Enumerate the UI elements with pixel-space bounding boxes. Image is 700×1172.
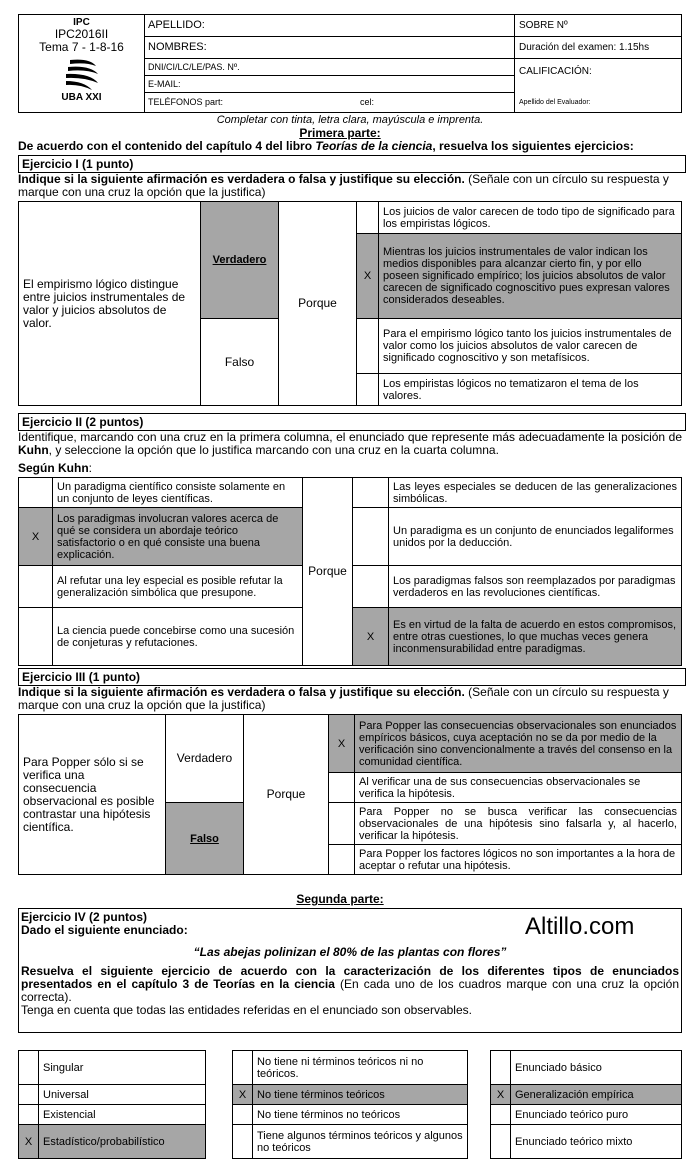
ej3-verdadero[interactable]: Verdadero: [166, 715, 244, 803]
ej2-right-check-1[interactable]: [353, 478, 389, 508]
t2-check-3[interactable]: [233, 1105, 253, 1125]
ej2-title: Ejercicio II (2 puntos): [18, 413, 686, 431]
ej4-table-2: [232, 1050, 468, 1159]
evaluador-field[interactable]: Apellido del Evaluador:: [519, 99, 591, 106]
ej1-option-4[interactable]: Los empiristas lógicos no tematizaron el tema de los valores.: [379, 374, 682, 406]
completar-note: Completar con tinta, letra clara, mayúscula e imprenta.: [216, 114, 484, 126]
ej2-left-check-2[interactable]: X: [19, 508, 53, 566]
exam-header: [18, 14, 682, 113]
t3-option-3[interactable]: Enunciado teórico puro: [511, 1105, 682, 1125]
ej1-instructions: [18, 173, 682, 199]
segun-kuhn-colon: :: [88, 461, 93, 475]
uba-logo-icon: [62, 56, 102, 92]
ej1-check-4[interactable]: [357, 374, 379, 406]
segunda-parte-title: Segunda parte:: [296, 892, 384, 906]
t3-check-2[interactable]: X: [491, 1085, 511, 1105]
ej3-instructions: [18, 686, 682, 712]
t1-check-4[interactable]: X: [19, 1125, 39, 1159]
watermark-text: Altillo.com: [525, 913, 635, 940]
t1-option-4[interactable]: Estadístico/probabilístico: [39, 1125, 206, 1159]
ej1-porque: Porque: [279, 202, 357, 406]
t1-option-1[interactable]: Singular: [39, 1051, 206, 1085]
t2-check-2[interactable]: X: [233, 1085, 253, 1105]
ej2-left-2[interactable]: Los paradigmas involucran valores acerca de qué se considera un abordaje teórico satisfactorio o en qué consiste una buena explicación.: [53, 508, 303, 566]
ej2-right-check-3[interactable]: [353, 566, 389, 608]
t1-option-3[interactable]: Existencial: [39, 1105, 206, 1125]
ej1-option-1[interactable]: Los juicios de valor carecen de todo tipo de significado para los empiristas lógicos.: [379, 202, 682, 234]
ej1-statement: El empirismo lógico distingue entre juicios instrumentales de valor y juicios absolutos de valor.: [19, 202, 201, 406]
ej3-check-2[interactable]: [329, 773, 355, 803]
ej3-statement: Para Popper sólo si se verifica una consecuencia observacional es posible contrastar una hipótesis científica.: [19, 715, 166, 875]
apellido-field[interactable]: APELLIDO:: [145, 15, 514, 37]
ej2-right-1[interactable]: Las leyes especiales se deducen de las generalizaciones simbólicas.: [389, 478, 682, 508]
ej4-resuelva: [19, 959, 681, 1004]
ej4-title: Ejercicio IV (2 puntos): [21, 910, 148, 924]
ej1-check-1[interactable]: [357, 202, 379, 234]
ej3-falso[interactable]: Falso: [166, 803, 244, 875]
t2-option-2[interactable]: No tiene términos teóricos: [253, 1085, 468, 1105]
t3-check-1[interactable]: [491, 1051, 511, 1085]
t1-option-2[interactable]: Universal: [39, 1085, 206, 1105]
t2-option-3[interactable]: No tiene términos no teóricos: [253, 1105, 468, 1125]
t2-check-4[interactable]: [233, 1125, 253, 1159]
ej2-table: [18, 477, 682, 666]
ej4-resuelva-rest: (En cada uno de los cuadros marque con una cruz la opción correcta).: [21, 977, 680, 1004]
ej2-left-check-4[interactable]: [19, 608, 53, 666]
ej3-option-2[interactable]: Al verificar una de sus consecuencias observacionales se verifica la hipótesis.: [355, 773, 682, 803]
ej3-check-4[interactable]: [329, 845, 355, 875]
dni-field[interactable]: DNI/CI/LC/LE/PAS. Nº.: [145, 59, 514, 76]
ej2-left-4[interactable]: La ciencia puede concebirse como una sucesión de conjeturas y refutaciones.: [53, 608, 303, 666]
t3-option-2[interactable]: Generalización empírica: [511, 1085, 682, 1105]
intro-c: , resuelva los siguientes ejercicios:: [432, 139, 634, 153]
ej4-table-3: [490, 1050, 682, 1159]
ej4-box: [18, 908, 682, 1033]
primera-parte-title: Primera parte:: [299, 126, 381, 140]
ej4-table-1: [18, 1050, 206, 1159]
ej2-right-3[interactable]: Los paradigmas falsos son reemplazados por paradigmas verdaderos en las revoluciones científicas.: [389, 566, 682, 608]
t3-option-4[interactable]: Enunciado teórico mixto: [511, 1125, 682, 1159]
t1-check-1[interactable]: [19, 1051, 39, 1085]
ej3-option-4[interactable]: Para Popper los factores lógicos no son importantes a la hora de aceptar o refutar una hipótesis.: [355, 845, 682, 875]
segun-kuhn-label: Según Kuhn: [18, 461, 89, 475]
ej1-title: Ejercicio I (1 punto): [18, 155, 686, 173]
t3-check-3[interactable]: [491, 1105, 511, 1125]
email-field[interactable]: E-MAIL:: [145, 76, 514, 93]
tema-label: Tema 7 - 1-8-16: [39, 40, 124, 54]
ej2-left-check-1[interactable]: [19, 478, 53, 508]
t1-check-2[interactable]: [19, 1085, 39, 1105]
header-id-block: [19, 15, 145, 112]
ej4-dado: Dado el siguiente enunciado:: [21, 923, 188, 937]
t3-option-1[interactable]: Enunciado básico: [511, 1051, 682, 1085]
ej1-instr-bold: Indique si la siguiente afirmación es verdadera o falsa y justifique su elección.: [18, 172, 465, 186]
ej3-check-1[interactable]: X: [329, 715, 355, 773]
ipc-label: IPC: [73, 17, 90, 28]
ej2-right-check-2[interactable]: [353, 508, 389, 566]
ej2-right-4[interactable]: Es en virtud de la falta de acuerdo en estos compromisos, entre otras cuestiones, lo que muchas veces genera inconmensurabilidad entre paradigmas.: [389, 608, 682, 666]
ej2-segun-kuhn: [18, 462, 92, 475]
ej2-left-1[interactable]: Un paradigma científico consiste solamente en un conjunto de leyes científicas.: [53, 478, 303, 508]
ej2-porque: Porque: [303, 478, 353, 666]
calificacion-field[interactable]: CALIFICACIÓN:: [519, 66, 592, 77]
t2-check-1[interactable]: [233, 1051, 253, 1085]
intro-a: De acuerdo con el contenido del capítulo 4 del libro: [18, 139, 316, 153]
ej1-verdadero[interactable]: Verdadero: [201, 202, 279, 319]
ej1-option-2[interactable]: Mientras los juicios instrumentales de valor indican los medios disponibles para alcanzar cierto fin, y por ello poseen significado empírico; los juicios absolutos de valor carecen de significado cognoscitivo pues expresan valores considerados deseables.: [379, 234, 682, 319]
t1-check-3[interactable]: [19, 1105, 39, 1125]
ej3-option-3[interactable]: Para Popper no se busca verificar las consecuencias observacionales de una hipótesis sino falsarla y, al hacerlo, verificar la hipótesis.: [355, 803, 682, 845]
ej3-instr-bold: Indique si la siguiente afirmación es verdadera o falsa y justifique su elección.: [18, 685, 465, 699]
ej2-left-3[interactable]: Al refutar una ley especial es posible refutar la generalización simbólica que presupone.: [53, 566, 303, 608]
t2-option-4[interactable]: Tiene algunos términos teóricos y algunos no teóricos: [253, 1125, 468, 1159]
ej3-instr-rest: (Señale con un círculo su respuesta y marque con una cruz la opción que la justifica): [18, 685, 669, 712]
ej2-instr-a: Identifique, marcando con una cruz en la primera columna, el enunciado que represente más adecuadamente la posición de: [18, 430, 682, 444]
ej1-option-3[interactable]: Para el empirismo lógico tanto los juicios instrumentales de valor como los juicios absolutos de valor carecen de significado cognoscitivo y son metafísicos.: [379, 319, 682, 374]
telefonos-label: TELÉFONOS part:: [148, 97, 224, 107]
ej4-quote: “Las abejas polinizan el 80% de las plantas con flores”: [193, 945, 507, 959]
ej2-left-check-3[interactable]: [19, 566, 53, 608]
t2-option-1[interactable]: No tiene ni términos teóricos ni no teóricos.: [253, 1051, 468, 1085]
ej3-option-1[interactable]: Para Popper las consecuencias observacionales son enunciados empíricos básicos, cuya aceptación no se da por medio de la verificación sino convencionalmente a través del consenso en la comunidad científica.: [355, 715, 682, 773]
ej3-check-3[interactable]: [329, 803, 355, 845]
ej2-right-check-4[interactable]: X: [353, 608, 389, 666]
header-grading: [515, 15, 681, 112]
telefonos-field[interactable]: [145, 93, 514, 111]
ej1-table: [18, 201, 682, 406]
ej2-right-2[interactable]: Un paradigma es un conjunto de enunciados legaliformes unidos por la deducción.: [389, 508, 682, 566]
ej2-instructions: [18, 431, 682, 457]
ej1-check-3[interactable]: [357, 319, 379, 374]
cel-label: cel:: [360, 97, 375, 107]
ej3-table: [18, 714, 682, 875]
ej4-resuelva-bold: Resuelva el siguiente ejercicio de acuerdo con la caracterización de los diferentes tipos de enunciados presentados en el capítulo 3 de Teorías en la ciencia: [21, 964, 679, 991]
nombres-field[interactable]: NOMBRES:: [145, 37, 514, 59]
t3-check-4[interactable]: [491, 1125, 511, 1159]
ej3-title: Ejercicio III (1 punto): [18, 668, 686, 686]
ej2-kuhn: Kuhn: [18, 443, 49, 457]
ej1-instr-rest: (Señale con un círculo su respuesta y marque con una cruz la opción que la justifica): [18, 172, 669, 199]
intro-book: Teorías de la ciencia: [315, 139, 433, 153]
ej2-instr-b: , y seleccione la opción que lo justifica marcando con una cruz en la cuarta columna.: [48, 443, 499, 457]
exam-code: IPC2016II: [54, 27, 109, 41]
sobre-field[interactable]: SOBRE Nº: [515, 15, 681, 37]
logo-text: UBA XXI: [61, 92, 102, 103]
ej1-check-2[interactable]: X: [357, 234, 379, 319]
ej1-falso[interactable]: Falso: [201, 319, 279, 406]
ej3-porque: Porque: [244, 715, 329, 875]
ej4-tenga: Tenga en cuenta que todas las entidades referidas en el enunciado son observables.: [21, 1003, 472, 1017]
header-fields: [145, 15, 515, 112]
duracion-label: Duración del examen: 1.15hs: [515, 37, 681, 59]
primera-parte-intro: [18, 140, 634, 153]
